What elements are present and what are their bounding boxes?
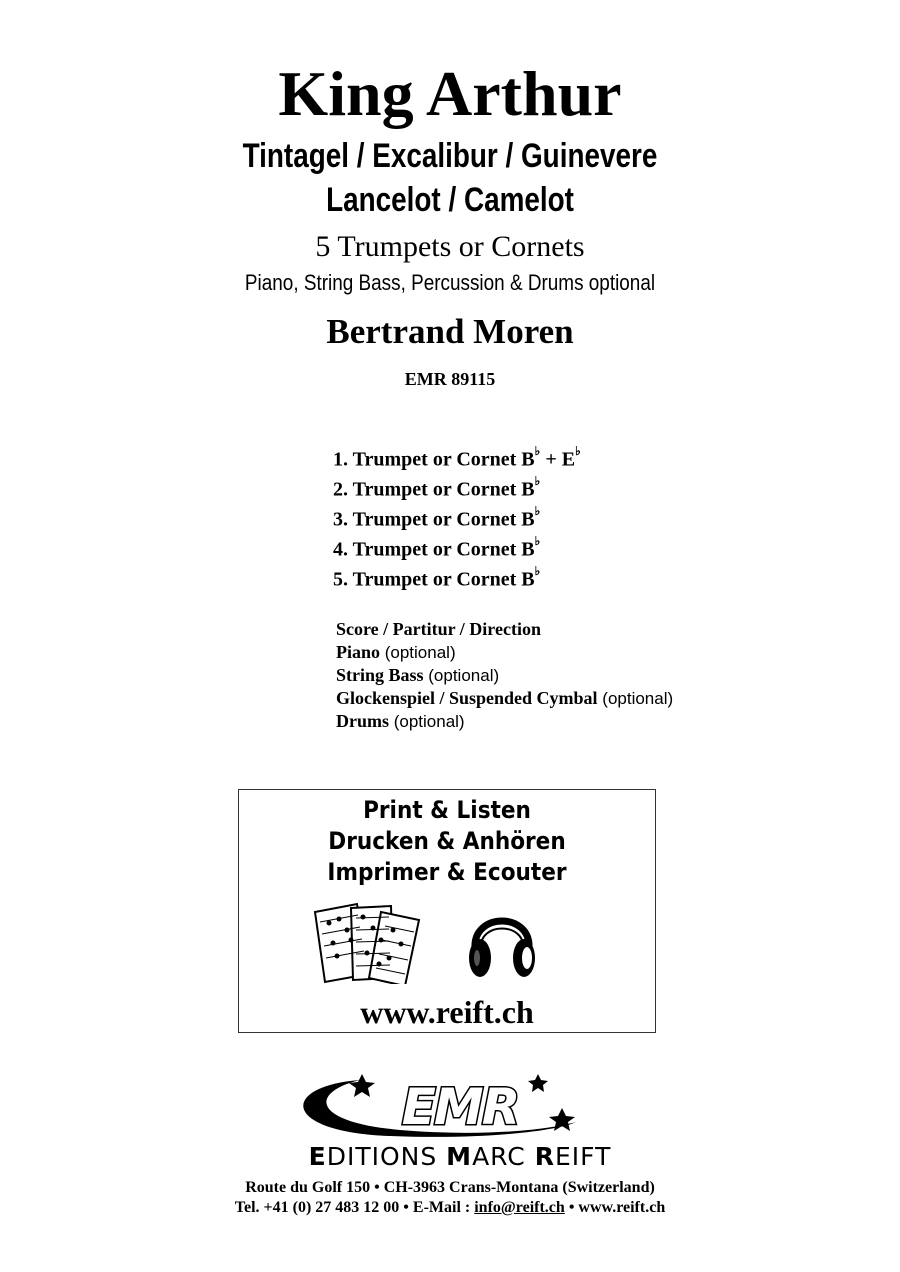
sheet-music-icon xyxy=(311,898,427,984)
part-item: 2. Trumpet or Cornet B♭ xyxy=(333,474,541,501)
print-listen-line-de: Drucken & Anhören xyxy=(328,827,566,855)
parts-list xyxy=(333,441,581,591)
print-listen-line-fr: Imprimer & Ecouter xyxy=(327,858,567,886)
publisher-logo xyxy=(240,1072,680,1172)
logo-wordmark: EDITIONS MARC REIFT xyxy=(308,1142,612,1171)
subtitle-line-2: Lancelot / Camelot xyxy=(326,181,574,219)
website-url[interactable]: www.reift.ch xyxy=(360,994,534,1030)
part-item: 3. Trumpet or Cornet B♭ xyxy=(333,504,541,531)
part-item: 5. Trumpet or Cornet B♭ xyxy=(333,564,541,591)
extra-part-item: Piano (optional) xyxy=(336,642,456,662)
extra-part-item: Drums (optional) xyxy=(336,711,465,731)
instrumentation-optional: Piano, String Bass, Percussion & Drums optional xyxy=(244,270,656,295)
part-item: 1. Trumpet or Cornet B♭ + E♭ xyxy=(333,444,581,471)
part-item: 4. Trumpet or Cornet B♭ xyxy=(333,534,541,561)
page-title: King Arthur xyxy=(278,58,622,129)
instrumentation: 5 Trumpets or Cornets xyxy=(315,230,585,263)
extra-part-item: Glockenspiel / Suspended Cymbal (optional) xyxy=(336,688,674,708)
print-listen-box xyxy=(238,789,656,1033)
publisher-address: Route du Golf 150 • CH-3963 Crans-Montana (Switzerland) xyxy=(245,1179,655,1196)
subtitle-line-1: Tintagel / Excalibur / Guinevere xyxy=(242,137,658,175)
extra-part-item: String Bass (optional) xyxy=(336,665,500,685)
catalog-number: EMR 89115 xyxy=(404,369,496,389)
publisher-contact: Tel. +41 (0) 27 483 12 00 • E-Mail : info@reift.ch • www.reift.ch xyxy=(234,1199,666,1216)
print-listen-line-en: Print & Listen xyxy=(363,796,531,824)
composer-name: Bertrand Moren xyxy=(326,312,574,351)
email-link[interactable]: info@reift.ch xyxy=(474,1199,565,1216)
logo-mark: EMR xyxy=(401,1078,519,1136)
extra-part-item: Score / Partitur / Direction xyxy=(336,619,541,639)
additional-parts-list xyxy=(336,618,673,733)
headphones-icon xyxy=(467,902,537,980)
